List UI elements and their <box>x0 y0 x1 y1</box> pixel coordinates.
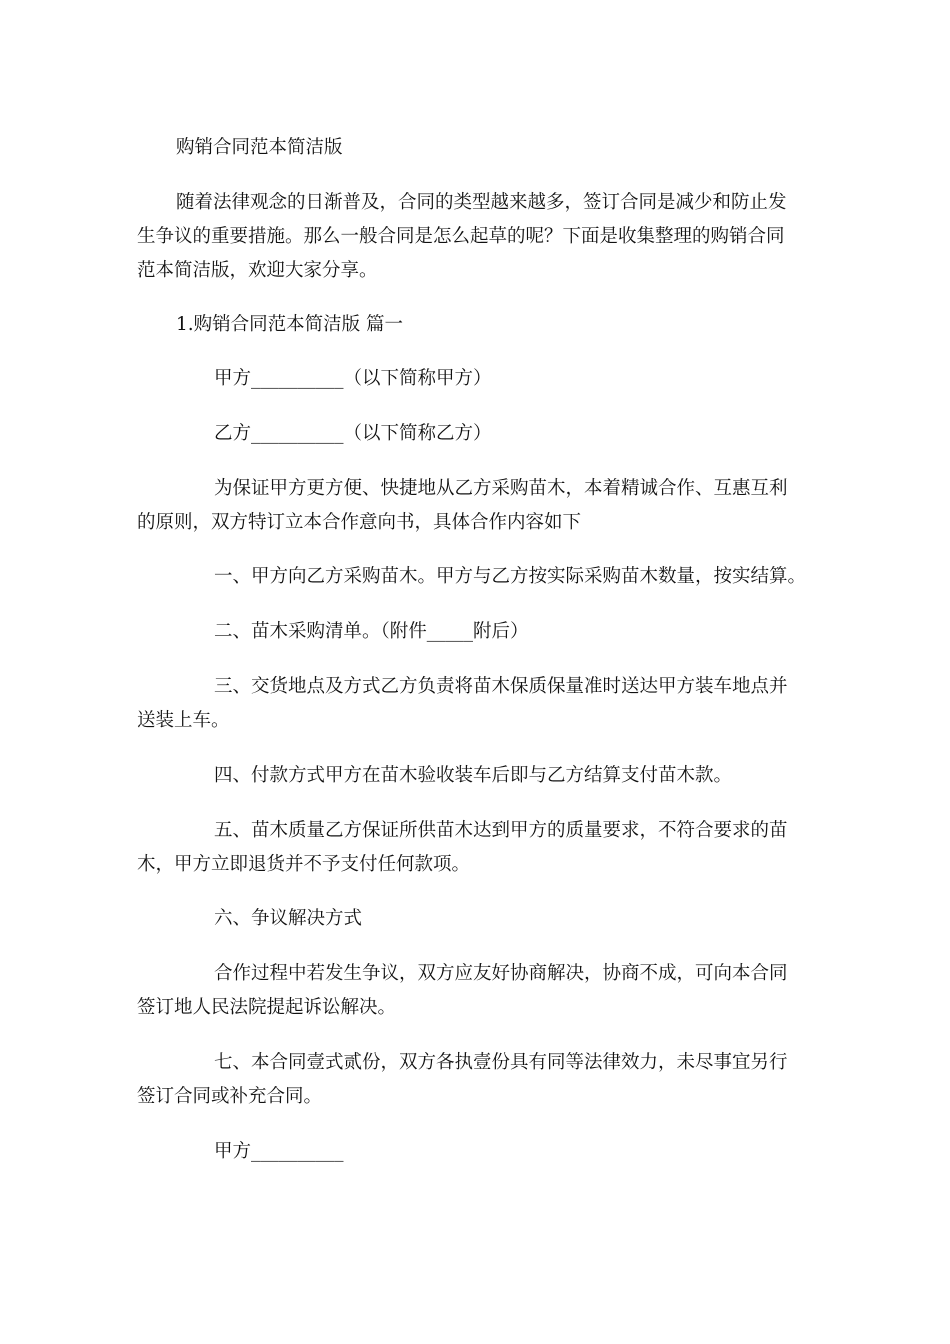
clause-7-line-1: 七、本合同壹式贰份，双方各执壹份具有同等法律效力，未尽事宜另行 <box>214 1052 788 1073</box>
clause-7-line-2: 签订合同或补充合同。 <box>137 1086 323 1107</box>
clause-5-line-2: 木，甲方立即退货并不予支付任何款项。 <box>137 854 471 875</box>
clause-5-line-1: 五、苗木质量乙方保证所供苗木达到甲方的质量要求，不符合要求的苗 <box>214 820 788 841</box>
party-a-line: 甲方__________（以下简称甲方） <box>214 368 492 389</box>
intro-line-3: 范本简洁版，欢迎大家分享。 <box>137 260 378 281</box>
clause-3-line-1: 三、交货地点及方式乙方负责将苗木保质保量准时送达甲方装车地点并 <box>214 676 788 697</box>
signature-party-a: 甲方__________ <box>214 1141 344 1162</box>
party-b-line: 乙方__________（以下简称乙方） <box>214 423 492 444</box>
clause-3-line-2: 送装上车。 <box>137 710 230 731</box>
clause-6-body-line-1: 合作过程中若发生争议，双方应友好协商解决，协商不成，可向本合同 <box>214 963 788 984</box>
intro-line-2: 生争议的重要措施。那么一般合同是怎么起草的呢？下面是收集整理的购销合同 <box>137 226 785 247</box>
clause-6-heading: 六、争议解决方式 <box>214 908 363 929</box>
clause-1: 一、甲方向乙方采购苗木。甲方与乙方按实际采购苗木数量，按实结算。 <box>214 566 807 587</box>
clause-4: 四、付款方式甲方在苗木验收装车后即与乙方结算支付苗木款。 <box>214 765 733 786</box>
section-heading: 1.购销合同范本简洁版 篇一 <box>176 314 404 335</box>
purpose-line-1: 为保证甲方更方便、快捷地从乙方采购苗木，本着精诚合作、互惠互利 <box>214 478 788 499</box>
intro-line-1: 随着法律观念的日渐普及，合同的类型越来越多，签订合同是减少和防止发 <box>176 192 787 213</box>
clause-2: 二、苗木采购清单。（附件_____附后） <box>214 621 529 642</box>
clause-6-body-line-2: 签订地人民法院提起诉讼解决。 <box>137 997 397 1018</box>
purpose-line-2: 的原则，双方特订立本合作意向书，具体合作内容如下 <box>137 512 582 533</box>
document-title: 购销合同范本简洁版 <box>176 137 343 158</box>
